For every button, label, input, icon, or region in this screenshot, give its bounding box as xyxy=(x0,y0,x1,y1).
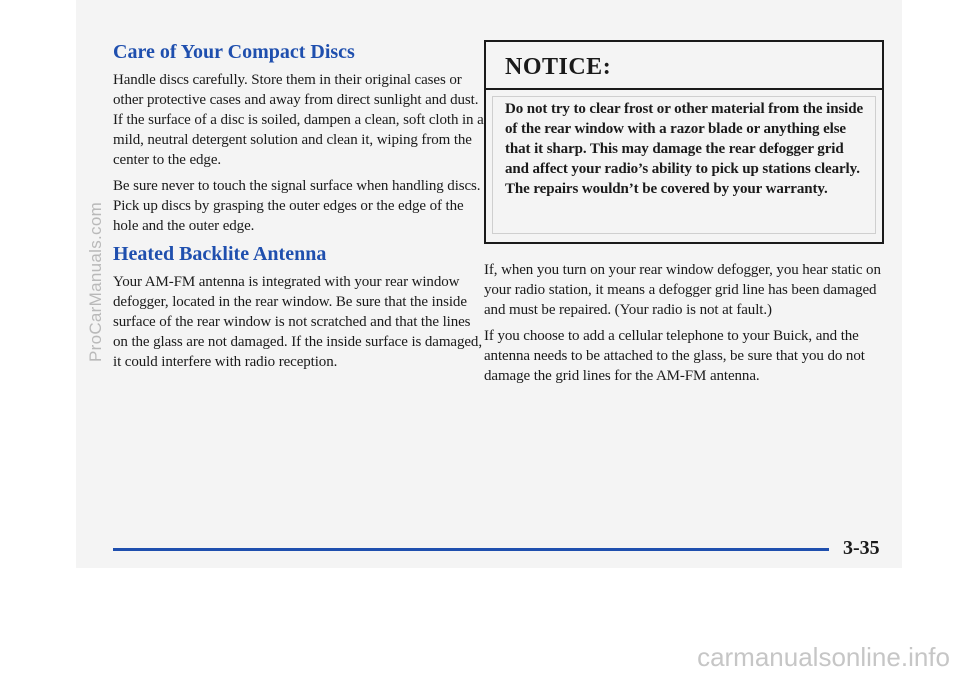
notice-box xyxy=(484,40,884,244)
paragraph-disc-touching: Be sure never to touch the signal surface when handling discs. Pick up discs by grasping the outer edges or the edge of the hole and the outer edge. xyxy=(113,178,481,234)
section-title-backlite-antenna: Heated Backlite Antenna xyxy=(113,243,327,265)
paragraph-antenna: Your AM-FM antenna is integrated with your rear window defogger, located in the rear window. Be sure that the inside surface of the rear window is not scratched and that the lines on the glass are not damaged. If the inside surface is damaged, it could interfere with radio reception. xyxy=(113,274,482,370)
notice-text: Do not try to clear frost or other material from the inside of the rear window with a razor blade or anything else that it sharp. This may damage the rear defogger grid and affect your radio’s ability to pick up stations clearly. The repairs wouldn’t be covered by your warranty. xyxy=(505,101,864,197)
notice-body xyxy=(492,96,876,234)
notice-header xyxy=(486,42,882,90)
paragraph-disc-handling: Handle discs carefully. Store them in their original cases or other protective cases and away from direct sunlight and dust. If the surface of a disc is soiled, dampen a clean, soft cloth in a mild, neutral detergent solution and clean it, wiping from the center to the edge. xyxy=(113,72,484,168)
section-title-compact-discs: Care of Your Compact Discs xyxy=(113,41,355,63)
page-number: 3-35 xyxy=(843,537,880,559)
paragraph-defogger-static: If, when you turn on your rear window defogger, you hear static on your radio station, it means a defogger grid line has been damaged and must be repaired. (Your radio is not at fault.) xyxy=(484,262,881,318)
side-watermark: ProCarManuals.com xyxy=(86,201,105,362)
right-text xyxy=(484,244,884,392)
notice-title: NOTICE: xyxy=(505,54,612,80)
bottom-watermark: carmanualsonline.info xyxy=(697,642,950,672)
paragraph-cellular-phone: If you choose to add a cellular telephone to your Buick, and the antenna needs to be attached to the glass, be sure that you do not damage the grid lines for the AM-FM antenna. xyxy=(484,328,865,384)
footer-rule xyxy=(113,548,829,551)
left-column xyxy=(113,40,485,378)
